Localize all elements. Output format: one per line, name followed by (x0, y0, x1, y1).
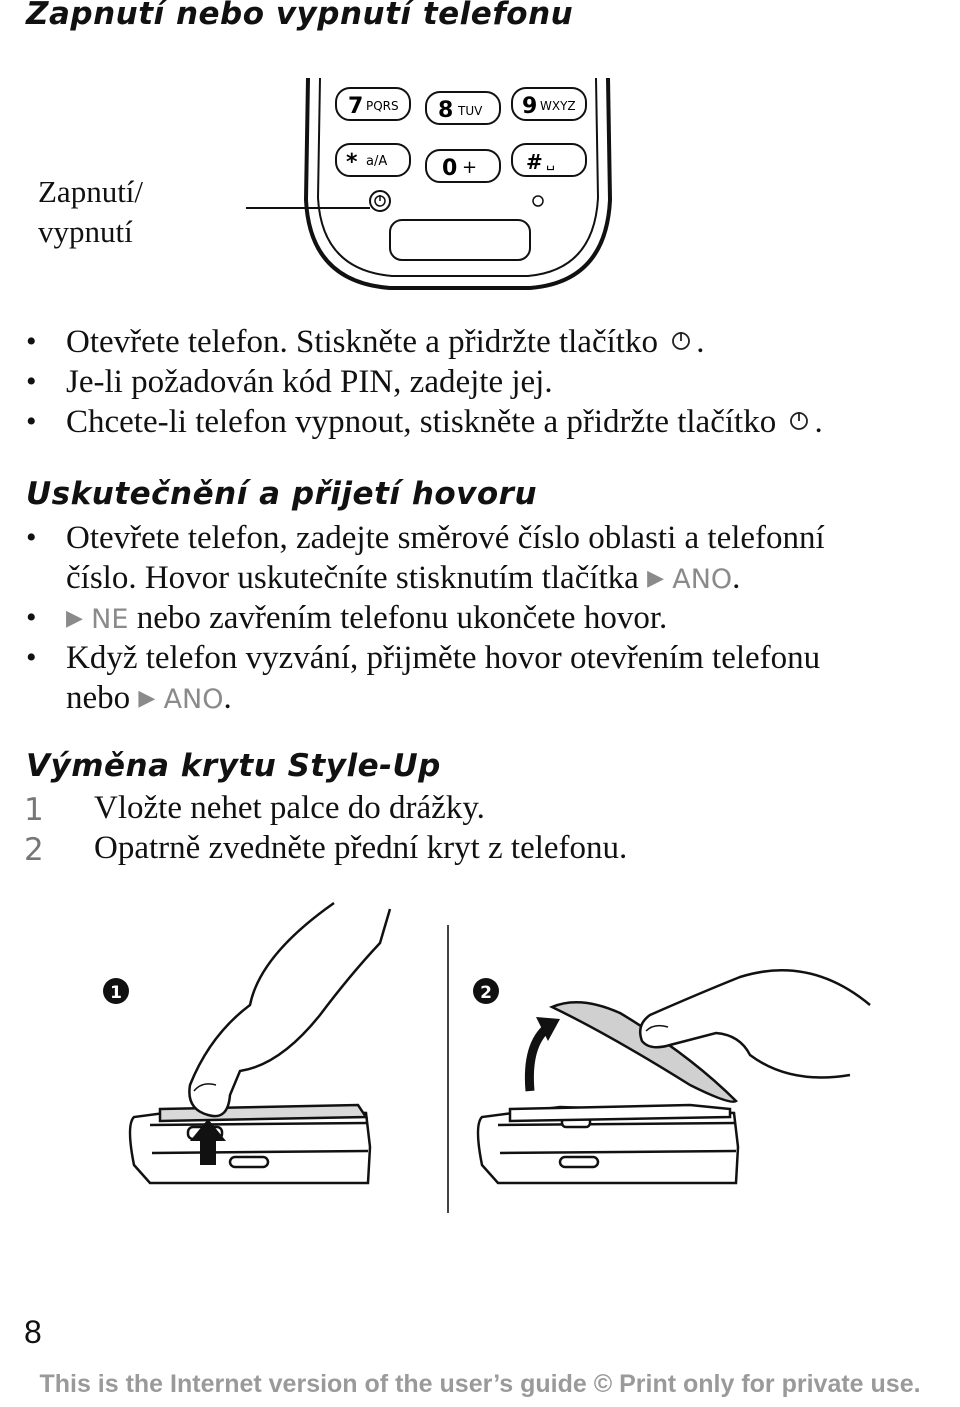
phone-keypad-illustration (240, 70, 660, 302)
power-bullet-3-text: Chcete-li telefon vypnout, stiskněte a přidržte tlačítko (66, 404, 785, 440)
power-bullet-3 (66, 402, 823, 442)
power-key (370, 191, 390, 211)
callout-label-line2: vypnutí (38, 214, 133, 249)
calls-bullet-2-text: nebo zavřením telefonu ukončete hovor. (128, 600, 668, 636)
calls-bullet-3-end: . (223, 680, 232, 716)
key-7 (336, 88, 410, 120)
bullet-dot: • (26, 641, 37, 674)
power-bullet-2: Je-li požadován kód PIN, zadejte jej. (66, 364, 553, 400)
select-arrow-icon: ▶ (138, 686, 156, 711)
key-0-digit: 0 (442, 156, 458, 181)
key-7-digit: 7 (348, 94, 364, 119)
phone-side-view-right (478, 1105, 738, 1183)
power-key-icon (788, 409, 810, 431)
step-number: 1 (24, 792, 44, 828)
phone-side-view-left (130, 1105, 370, 1183)
softkey-ne: NE (91, 604, 129, 635)
bullet-dot: • (26, 521, 37, 554)
bullet-dot: • (26, 365, 37, 398)
bullet-dot: • (26, 601, 37, 634)
key-hash-letters: ␣ (546, 155, 555, 171)
key-8-digit: 8 (438, 98, 454, 123)
key-7-letters: PQRS (366, 99, 399, 113)
power-bullet-1-text: Otevřete telefon. Stiskněte a přidržte tlačítko (66, 324, 667, 360)
section-heading-cover: Výměna krytu Style-Up (26, 748, 441, 784)
key-star-letters: a/A (366, 154, 388, 169)
key-hash (512, 144, 586, 176)
indicator-dot (533, 196, 543, 206)
footer-notice: This is the Internet version of the user’s guide © Print only for private use. (39, 1370, 921, 1398)
key-8-letters: TUV (458, 104, 483, 118)
bullet-dot: • (26, 325, 37, 358)
cover-removal-illustration (90, 895, 890, 1225)
section-heading-power: Zapnutí nebo vypnutí telefonu (26, 0, 574, 32)
key-0 (426, 150, 500, 182)
calls-bullet-3-text: nebo (66, 680, 139, 716)
calls-bullet-1-line1: Otevřete telefon, zadejte směrové číslo oblasti a telefonní (66, 520, 825, 556)
page-number: 8 (24, 1314, 42, 1350)
svg-text:2: 2 (480, 983, 492, 1003)
power-bullet-1 (66, 322, 704, 362)
power-bullet-1-end: . (696, 324, 705, 360)
key-9-letters: WXYZ (540, 99, 576, 113)
svg-text:1: 1 (110, 983, 122, 1003)
key-9 (512, 88, 586, 120)
select-arrow-icon: ▶ (647, 566, 664, 591)
figure-step-2-badge (473, 978, 499, 1004)
phone-mic-slot (390, 220, 530, 260)
curved-lift-arrow-icon (529, 1017, 560, 1091)
figure-step-1-badge (103, 978, 129, 1004)
power-bullet-3-end: . (814, 404, 823, 440)
callout-label-line1: Zapnutí/ (38, 174, 144, 209)
calls-bullet-3-line1: Když telefon vyzvání, přijměte hovor otevřením telefonu (66, 640, 821, 676)
calls-bullet-2 (66, 598, 667, 642)
calls-bullet-1-line2 (66, 558, 740, 602)
thumb-left (189, 903, 390, 1116)
calls-bullet-1-text: číslo. Hovor uskutečníte stisknutím tlačítka (66, 560, 648, 596)
select-arrow-icon: ▶ (66, 606, 83, 631)
key-9-digit: 9 (522, 94, 538, 119)
key-star (336, 144, 410, 176)
softkey-ano: ANO (163, 684, 224, 715)
bullet-dot: • (26, 405, 37, 438)
softkey-ano: ANO (672, 564, 733, 595)
section-heading-calls: Uskutečnění a přijetí hovoru (26, 476, 538, 512)
power-key-icon (670, 329, 692, 351)
step-1-text: Vložte nehet palce do drážky. (94, 790, 485, 826)
key-8 (426, 92, 500, 124)
calls-bullet-3-line2 (66, 678, 232, 722)
key-0-letters: + (462, 157, 478, 178)
key-hash-digit: # (526, 150, 543, 174)
step-2-text: Opatrně zvedněte přední kryt z telefonu. (94, 830, 628, 866)
calls-bullet-1-end: . (732, 560, 741, 596)
step-number: 2 (24, 832, 44, 868)
key-star-digit: * (346, 150, 358, 175)
